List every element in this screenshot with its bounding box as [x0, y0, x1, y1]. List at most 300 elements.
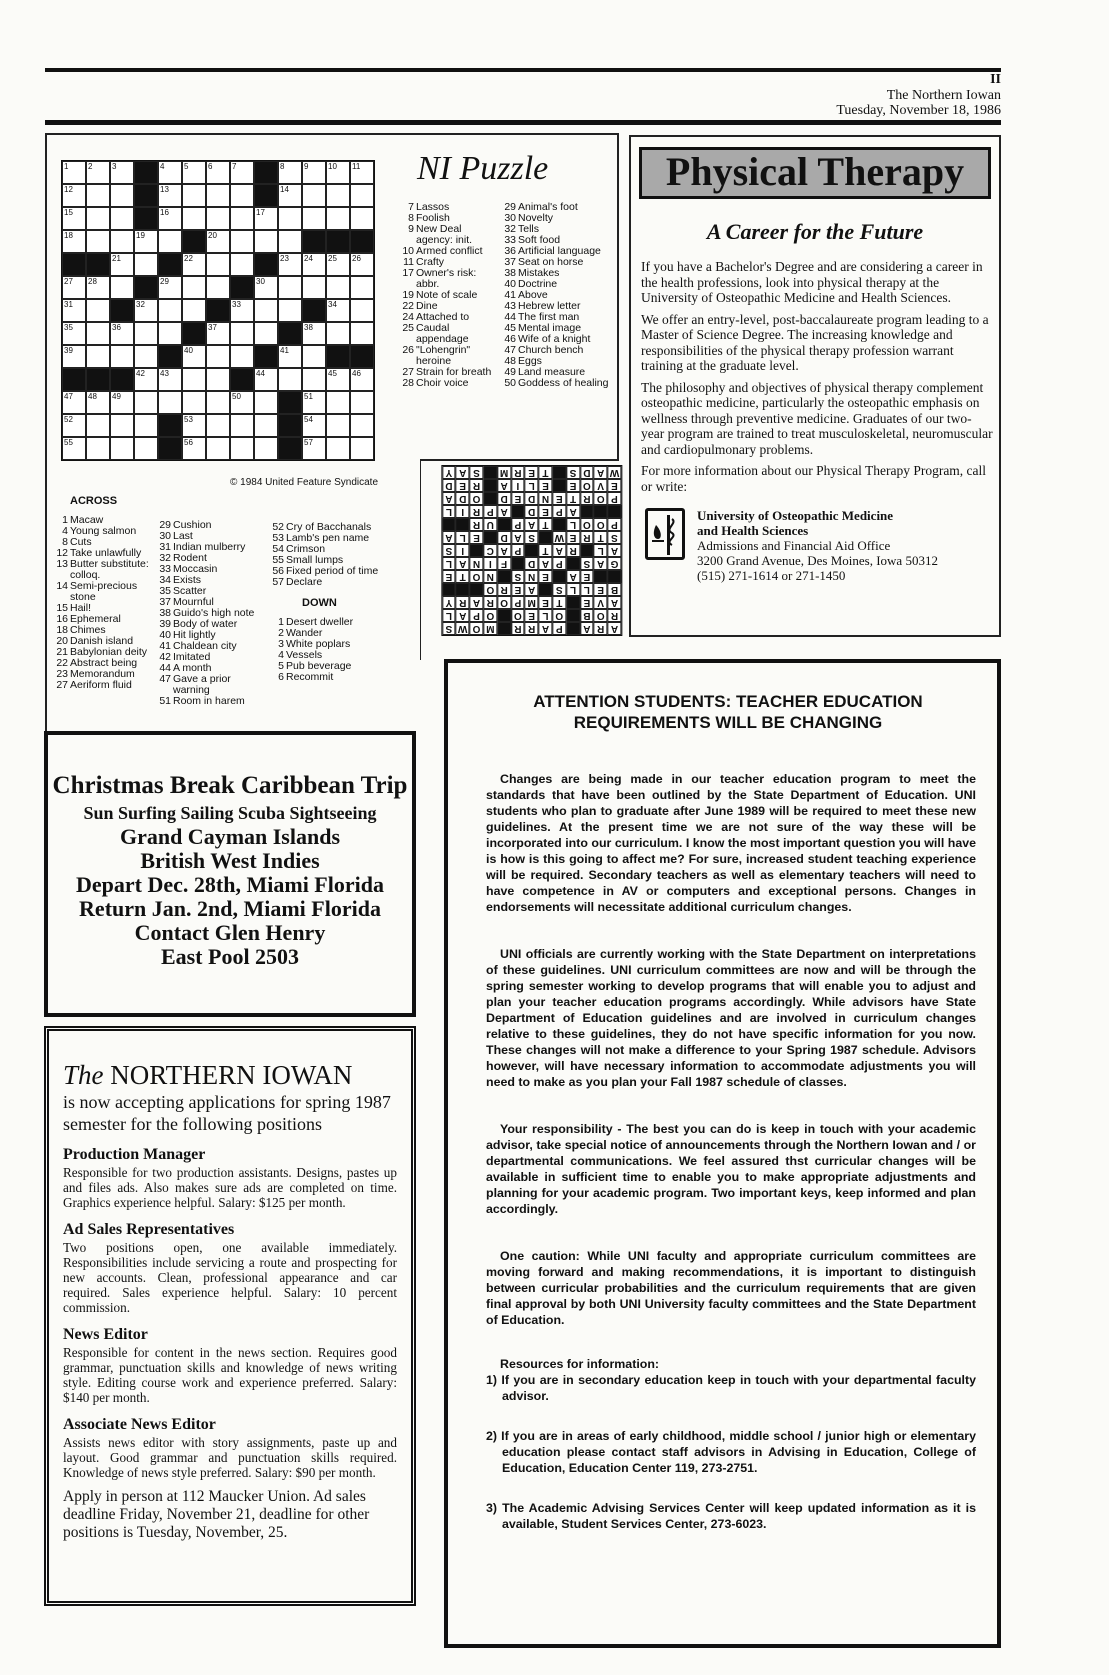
black-square [608, 570, 622, 583]
grid-cell[interactable] [62, 230, 86, 253]
answer-cell: D [456, 492, 470, 505]
clue-number: 1 [278, 616, 284, 628]
address: 3200 Grand Avenue, Des Moines, Iowa 50312 [697, 553, 938, 568]
grid-cell[interactable] [230, 299, 254, 322]
clue [155, 542, 263, 553]
grid-cell[interactable] [134, 345, 158, 368]
grid-cell[interactable] [302, 322, 326, 345]
black-square [442, 583, 456, 596]
clue [52, 680, 150, 691]
answer-cell: O [594, 609, 608, 622]
cell-number: 46 [352, 369, 361, 378]
clue [155, 575, 263, 586]
grid-cell[interactable] [302, 253, 326, 276]
copyright: © 1984 United Feature Syndicate [230, 477, 379, 488]
answer-cell: L [594, 544, 608, 557]
cell-number: 3 [112, 162, 117, 171]
black-square [230, 368, 254, 391]
answer-cell: S [442, 622, 456, 635]
ad-paragraph: We offer an entry-level, post-baccalaureate program leading to a Master of Science Degree. The increasing knowledge and responsibilities of the physical therapy profession warrant training at the graduate level. [641, 311, 989, 373]
clue-number: 47 [159, 673, 171, 685]
clue-number: 5 [278, 660, 284, 672]
cell-number: 25 [328, 254, 337, 263]
grid-cell[interactable] [110, 414, 134, 437]
answer-cell: L [580, 583, 594, 596]
clue-text: Rodent [173, 552, 207, 564]
clue [398, 345, 496, 367]
grid-cell[interactable] [182, 345, 206, 368]
grid-cell[interactable] [302, 368, 326, 391]
black-square [497, 622, 511, 635]
black-square [134, 207, 158, 230]
answer-cell: M [497, 466, 511, 479]
answer-cell: R [497, 583, 511, 596]
grid-cell[interactable] [158, 207, 182, 230]
clue-text: Crimson [286, 543, 326, 555]
clue-number: 35 [159, 585, 171, 597]
grid-cell[interactable] [206, 184, 230, 207]
answer-cell: R [456, 596, 470, 609]
grid-cell[interactable] [110, 345, 134, 368]
grid-cell[interactable] [278, 253, 302, 276]
answer-cell: E [539, 596, 553, 609]
grid-cell[interactable] [158, 230, 182, 253]
grid-cell[interactable] [278, 345, 302, 368]
title-the: The [63, 1060, 104, 1090]
answer-cell: A [566, 505, 580, 518]
clue-text: Land measure [518, 366, 586, 378]
grid-cell[interactable] [254, 299, 278, 322]
grid-cell[interactable] [230, 437, 254, 460]
answer-cell: M [525, 596, 539, 609]
grid-cell[interactable] [302, 414, 326, 437]
answer-cell: T [539, 466, 553, 479]
org-name: University of Osteopathic Medicine [697, 508, 894, 523]
grid-cell[interactable] [134, 391, 158, 414]
black-square [470, 583, 484, 596]
grid-cell[interactable] [326, 161, 350, 184]
grid-cell[interactable] [134, 414, 158, 437]
black-square [182, 322, 206, 345]
cell-number: 19 [136, 231, 145, 240]
grid-cell[interactable] [278, 299, 302, 322]
grid-cell[interactable] [206, 368, 230, 391]
grid-cell[interactable] [110, 207, 134, 230]
grid-cell[interactable] [158, 368, 182, 391]
grid-cell[interactable] [182, 253, 206, 276]
grid-cell[interactable] [350, 391, 374, 414]
clue-number: 50 [504, 377, 516, 389]
grid-cell[interactable] [350, 299, 374, 322]
grid-cell[interactable] [62, 184, 86, 207]
answer-cell: N [483, 570, 497, 583]
black-square [566, 596, 580, 609]
clue-number: 56 [272, 565, 284, 577]
cell-number: 6 [208, 162, 213, 171]
answer-cell: A [580, 622, 594, 635]
clue-text: Chimes [70, 624, 106, 636]
black-square [608, 505, 622, 518]
grid-cell[interactable] [230, 322, 254, 345]
clue-number: 25 [402, 322, 414, 334]
cell-number: 55 [64, 438, 73, 447]
answer-cell: A [608, 596, 622, 609]
grid-cell[interactable] [158, 299, 182, 322]
grid-cell[interactable] [254, 437, 278, 460]
cell-number: 50 [232, 392, 241, 401]
grid-cell[interactable] [230, 207, 254, 230]
clue-number: 6 [278, 671, 284, 683]
clue-number: 18 [56, 624, 68, 636]
grid-cell[interactable] [158, 391, 182, 414]
grid-cell[interactable] [86, 299, 110, 322]
article-paragraph: Your responsibility - The best you can do is keep in touch with your academic advisor, take special notice of announcements through the Northern Iowan and / or departmental communications. We feel assured thst curricular changes will be available in sufficient time to enable you to make appropriate adjustments and planning for your academic program. Two important keys, keep informed and plan accordingly. [486, 1122, 976, 1216]
clue-number: 16 [56, 613, 68, 625]
grid-cell[interactable] [62, 345, 86, 368]
grid-cell[interactable] [110, 437, 134, 460]
ad-paragraph: The philosophy and objectives of physical therapy complement osteopathic medicine, particularly the osteopathic emphasis on wellness through preventive medicine. Graduates of our two-year program are trained to treat musculoskeletal, neuromuscular and cardiopulmonary problems. [641, 379, 993, 457]
answer-cell: N [525, 570, 539, 583]
grid-cell[interactable] [206, 207, 230, 230]
grid-cell[interactable] [350, 184, 374, 207]
answer-cell: O [470, 492, 484, 505]
grid-cell[interactable] [86, 437, 110, 460]
grid-cell[interactable] [182, 299, 206, 322]
black-square [134, 276, 158, 299]
grid-cell[interactable] [254, 414, 278, 437]
grid-cell[interactable] [182, 184, 206, 207]
answer-cell: T [456, 570, 470, 583]
answer-cell: B [580, 609, 594, 622]
clue-text: Owner's risk: abbr. [416, 267, 477, 290]
grid-cell[interactable] [62, 207, 86, 230]
grid-cell[interactable] [350, 207, 374, 230]
grid-cell[interactable] [110, 276, 134, 299]
grid-cell[interactable] [206, 437, 230, 460]
grid-cell[interactable] [350, 276, 374, 299]
grid-cell[interactable] [302, 345, 326, 368]
down-clues-col1 [268, 617, 388, 683]
answer-cell: E [511, 492, 525, 505]
clue-number: 36 [504, 245, 516, 257]
grid-cell[interactable] [182, 368, 206, 391]
grid-cell[interactable] [158, 276, 182, 299]
clue-number: 41 [159, 640, 171, 652]
clue-number: 54 [272, 543, 284, 555]
black-square [86, 368, 110, 391]
grid-cell[interactable] [230, 253, 254, 276]
clue-text: Mental image [518, 322, 582, 334]
grid-cell[interactable] [326, 276, 350, 299]
clue-text: Wander [286, 627, 323, 639]
answer-cell: B [608, 583, 622, 596]
clue [500, 279, 612, 290]
grid-cell[interactable] [302, 207, 326, 230]
cell-number: 16 [160, 208, 169, 217]
clue-number: 22 [56, 657, 68, 669]
grid-cell[interactable] [278, 368, 302, 391]
grid-cell[interactable] [326, 368, 350, 391]
grid-cell[interactable] [134, 368, 158, 391]
grid-cell[interactable] [134, 437, 158, 460]
grid-cell[interactable] [350, 322, 374, 345]
clue [268, 672, 388, 683]
clue-number: 48 [504, 355, 516, 367]
grid-cell[interactable] [86, 184, 110, 207]
black-square [552, 570, 566, 583]
grid-cell[interactable] [278, 276, 302, 299]
grid-cell[interactable] [302, 276, 326, 299]
ad-title: NORTHERN IOWAN [110, 1060, 353, 1090]
grid-cell[interactable] [326, 391, 350, 414]
grid-cell[interactable] [86, 414, 110, 437]
trip-depart: Depart Dec. 28th, Miami Florida [76, 872, 384, 897]
clue-number: 20 [56, 635, 68, 647]
grid-cell[interactable] [182, 437, 206, 460]
cell-number: 36 [112, 323, 121, 332]
grid-cell[interactable] [350, 437, 374, 460]
answer-cell: A [539, 557, 553, 570]
grid-cell[interactable] [326, 299, 350, 322]
clue-number: 13 [56, 558, 68, 570]
grid-cell[interactable] [326, 253, 350, 276]
grid-cell[interactable] [254, 276, 278, 299]
answer-cell: O [470, 570, 484, 583]
grid-cell[interactable] [182, 414, 206, 437]
cell-number: 57 [304, 438, 313, 447]
answer-cell: Y [442, 466, 456, 479]
grid-cell[interactable] [326, 437, 350, 460]
grid-cell[interactable] [110, 184, 134, 207]
grid-cell[interactable] [134, 253, 158, 276]
grid-cell[interactable] [110, 391, 134, 414]
clue [155, 564, 263, 575]
grid-cell[interactable] [62, 299, 86, 322]
clue [52, 559, 150, 581]
answer-cell: F [497, 557, 511, 570]
grid-cell[interactable] [86, 322, 110, 345]
cell-number: 31 [64, 300, 73, 309]
cell-number: 10 [328, 162, 337, 171]
cell-number: 43 [160, 369, 169, 378]
black-square [594, 570, 608, 583]
grid-cell[interactable] [62, 437, 86, 460]
answer-cell: M [483, 622, 497, 635]
clue-number: 21 [56, 646, 68, 658]
grid-cell[interactable] [134, 299, 158, 322]
clue-number: 11 [403, 256, 414, 268]
clue-number: 22 [402, 300, 414, 312]
cell-number: 39 [64, 346, 73, 355]
position-description: Assists news editor with story assignments, paste up and layout. Good grammar and punctuation skills required. Knowledge of news style preferred. Salary: $90 per month. [63, 1435, 397, 1480]
black-square [566, 622, 580, 635]
page-number: II [990, 72, 1001, 87]
grid-cell[interactable] [206, 414, 230, 437]
grid-cell[interactable] [302, 437, 326, 460]
grid-cell[interactable] [350, 161, 374, 184]
answer-cell: Y [442, 596, 456, 609]
grid-cell[interactable] [254, 391, 278, 414]
clue-text: Cushion [173, 519, 212, 531]
answer-cell: A [456, 557, 470, 570]
grid-cell[interactable] [62, 161, 86, 184]
grid-cell[interactable] [230, 161, 254, 184]
clue-number: 24 [402, 311, 414, 323]
clue-text: Scatter [173, 585, 207, 597]
grid-cell[interactable] [86, 276, 110, 299]
grid-cell[interactable] [134, 230, 158, 253]
grid-cell[interactable] [158, 161, 182, 184]
grid-cell[interactable] [158, 184, 182, 207]
grid-cell[interactable] [206, 253, 230, 276]
answer-cell: E [539, 479, 553, 492]
grid-cell[interactable] [254, 322, 278, 345]
grid-cell[interactable] [254, 368, 278, 391]
black-square [483, 479, 497, 492]
grid-cell[interactable] [326, 184, 350, 207]
grid-cell[interactable] [110, 161, 134, 184]
clue-number: 32 [159, 552, 171, 564]
grid-cell[interactable] [134, 322, 158, 345]
position-description: Responsible for two production assistants. Designs, pastes up and files ads. Also makes sure ads are completed on time. Graphics experience helpful. Salary: $125 per month. [63, 1165, 397, 1210]
grid-cell[interactable] [302, 161, 326, 184]
grid-cell[interactable] [278, 230, 302, 253]
grid-cell[interactable] [62, 414, 86, 437]
grid-cell[interactable] [230, 230, 254, 253]
cell-number: 44 [256, 369, 265, 378]
grid-cell[interactable] [326, 322, 350, 345]
grid-cell[interactable] [62, 391, 86, 414]
grid-cell[interactable] [206, 345, 230, 368]
grid-cell[interactable] [86, 345, 110, 368]
office: Admissions and Financial Aid Office [697, 538, 891, 553]
grid-cell[interactable] [62, 322, 86, 345]
grid-cell[interactable] [302, 184, 326, 207]
grid-cell[interactable] [230, 414, 254, 437]
grid-cell[interactable] [182, 276, 206, 299]
clue-text: Armed conflict [416, 245, 483, 257]
grid-cell[interactable] [326, 414, 350, 437]
clue-text: Macaw [70, 514, 104, 526]
grid-cell[interactable] [182, 391, 206, 414]
clue-number: 26 [402, 344, 414, 356]
black-square [254, 253, 278, 276]
crossword-grid[interactable] [61, 160, 375, 461]
answer-cell: O [483, 583, 497, 596]
answer-cell: W [608, 466, 622, 479]
grid-cell[interactable] [278, 207, 302, 230]
position-description: Two positions open, one available immediately. Responsibilities include servicing a route and prospecting for new accounts. Clean, professional appearance and car required. Sales experience helpful. Salary: 10 percent commission. [63, 1240, 397, 1315]
clue-text: Hail! [70, 602, 92, 614]
clue-text: Novelty [518, 212, 554, 224]
clue-text: Wife of a knight [518, 333, 591, 345]
grid-cell[interactable] [230, 184, 254, 207]
grid-cell[interactable] [110, 230, 134, 253]
grid-cell[interactable] [230, 391, 254, 414]
answer-cell: E [470, 531, 484, 544]
black-square [134, 184, 158, 207]
answer-cell: A [594, 557, 608, 570]
top-rule [45, 68, 1001, 72]
answer-cell: D [580, 466, 594, 479]
clue-text: Declare [286, 576, 323, 588]
grid-cell[interactable] [86, 230, 110, 253]
clue-text: Mournful [173, 596, 214, 608]
cell-number: 18 [64, 231, 73, 240]
clue-number: 37 [159, 596, 171, 608]
grid-cell[interactable] [278, 161, 302, 184]
answer-cell: D [525, 505, 539, 518]
answer-cell: L [456, 531, 470, 544]
cell-number: 33 [232, 300, 241, 309]
clue-text: Crafty [416, 256, 445, 268]
university-logo-icon [645, 508, 685, 560]
job-position [63, 1415, 397, 1480]
clue-text: Desert dweller [286, 616, 354, 628]
grid-cell[interactable] [206, 391, 230, 414]
grid-cell[interactable] [110, 253, 134, 276]
answer-cell: A [594, 466, 608, 479]
cell-number: 26 [352, 254, 361, 263]
grid-cell[interactable] [326, 207, 350, 230]
black-square [539, 531, 553, 544]
clue-number: 38 [159, 607, 171, 619]
position-title: Associate News Editor [63, 1416, 216, 1433]
grid-cell[interactable] [86, 161, 110, 184]
answer-cell: A [525, 518, 539, 531]
grid-cell[interactable] [182, 207, 206, 230]
grid-cell[interactable] [86, 391, 110, 414]
grid-cell[interactable] [182, 161, 206, 184]
grid-cell[interactable] [206, 322, 230, 345]
grid-cell[interactable] [110, 322, 134, 345]
clue-text: Indian mulberry [173, 541, 246, 553]
answer-cell: L [566, 583, 580, 596]
grid-cell[interactable] [206, 230, 230, 253]
grid-cell[interactable] [158, 322, 182, 345]
grid-cell[interactable] [206, 276, 230, 299]
grid-cell[interactable] [350, 368, 374, 391]
clue-number: 45 [504, 322, 516, 334]
grid-cell[interactable] [302, 391, 326, 414]
grid-cell[interactable] [206, 161, 230, 184]
grid-cell[interactable] [350, 253, 374, 276]
grid-cell[interactable] [86, 207, 110, 230]
grid-cell[interactable] [254, 230, 278, 253]
answer-cell: P [552, 622, 566, 635]
article-paragraph: One caution: While UNI faculty and appropriate curriculum committees are moving forward and making recommendations, it is important to distinguish between curricular probabilities and the curriculum requirements that are given final approval by both UNI University faculty committees and the State Department of Education. [486, 1249, 976, 1327]
clue-number: 47 [504, 344, 516, 356]
answer-cell: E [511, 583, 525, 596]
black-square [483, 531, 497, 544]
cell-number: 42 [136, 369, 145, 378]
grid-cell[interactable] [62, 276, 86, 299]
answer-cell: R [580, 492, 594, 505]
answer-cell: S [470, 466, 484, 479]
answer-cell: A [608, 622, 622, 635]
clue-number: 31 [159, 541, 171, 553]
grid-cell[interactable] [254, 207, 278, 230]
grid-cell[interactable] [350, 414, 374, 437]
grid-cell[interactable] [230, 345, 254, 368]
grid-cell[interactable] [278, 184, 302, 207]
black-square [470, 544, 484, 557]
black-square [182, 230, 206, 253]
clue-text: A month [173, 662, 212, 674]
phone: (515) 271-1614 or 271-1450 [697, 568, 846, 583]
clue-number: 37 [504, 256, 516, 268]
answer-cell: I [456, 544, 470, 557]
